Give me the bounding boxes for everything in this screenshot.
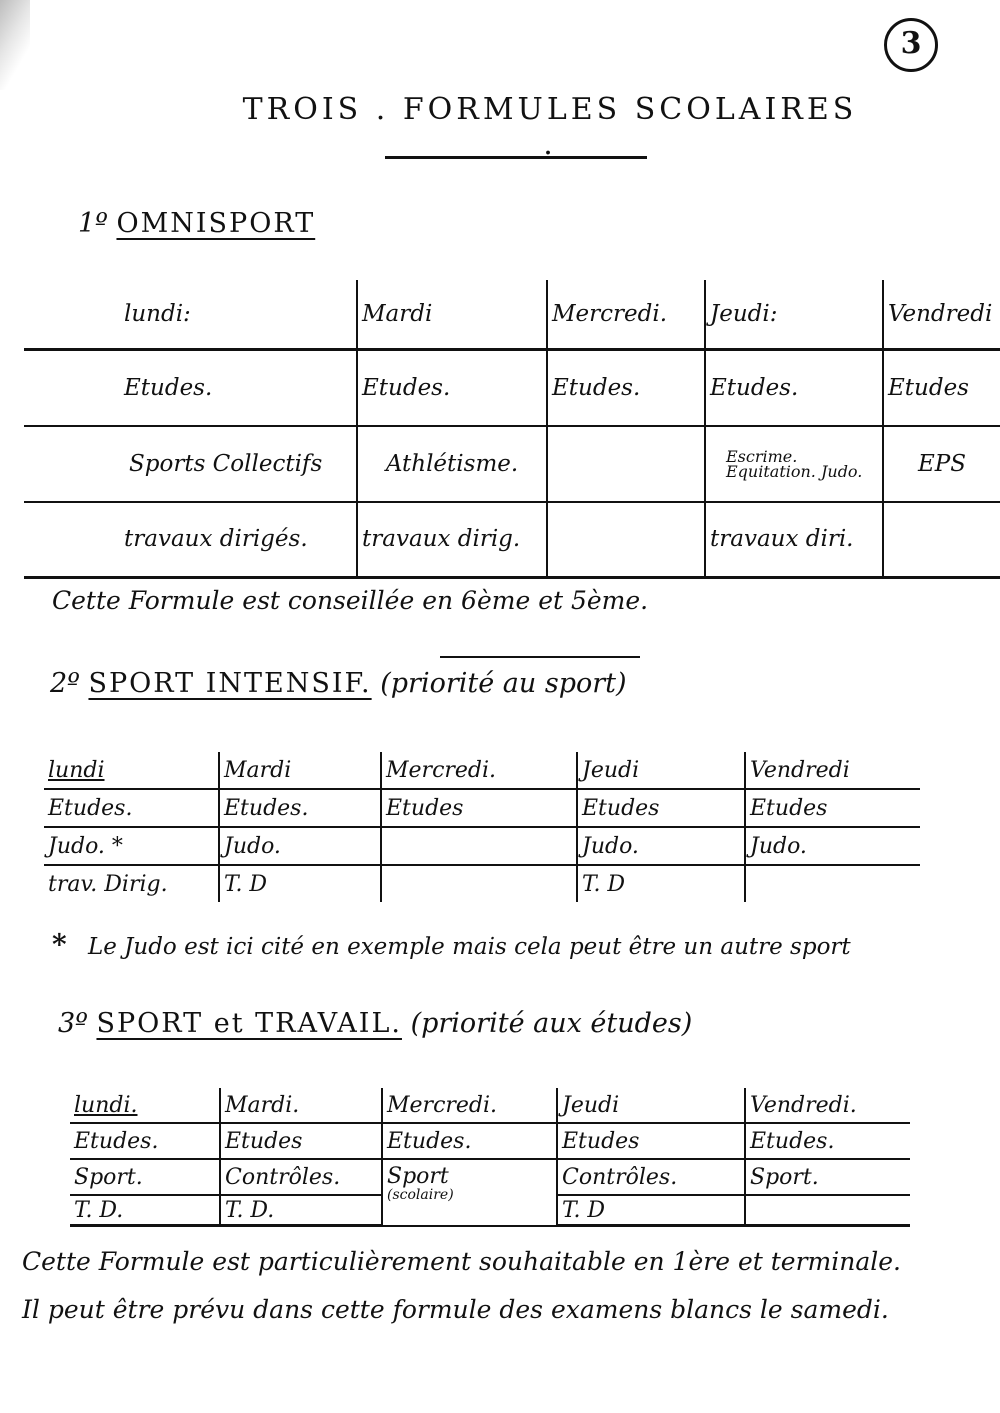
table-cell: T. D [219, 865, 381, 902]
header-cell: Vendredi. [745, 1088, 910, 1123]
page-number: 3 [884, 18, 938, 72]
section-divider [440, 656, 640, 658]
title-underline [385, 156, 647, 159]
table-row [70, 1159, 910, 1195]
table-cell: Etudes. [219, 789, 381, 827]
header-cell: Vendredi [745, 752, 920, 789]
table-cell: T. D [557, 1195, 745, 1226]
table-cell: Sport. [745, 1159, 910, 1195]
section-3-heading [58, 1008, 692, 1039]
table-row [44, 789, 920, 827]
table-cell: Sports Collectifs [24, 426, 357, 502]
header-cell: lundi: [24, 280, 357, 350]
table-cell: Judo. [577, 827, 745, 865]
schedule-table-sport-travail [70, 1088, 910, 1227]
table-cell: Judo. * [44, 827, 219, 865]
note-line: Cette Formule est particulièrement souhaitable en 1ère et terminale. [22, 1247, 901, 1276]
section-1-number: 1º [78, 208, 108, 239]
table-cell: Etudes. [24, 350, 357, 426]
table-cell: Etudes. [745, 1123, 910, 1159]
table-cell: Sport. [70, 1159, 220, 1195]
table-row [24, 426, 1000, 502]
table-header-row [24, 280, 1000, 350]
header-cell: Jeudi [577, 752, 745, 789]
table-cell: T. D. [220, 1195, 382, 1226]
table-cell [745, 1195, 910, 1226]
table-cell: Etudes [577, 789, 745, 827]
table-cell: T. D [577, 865, 745, 902]
table-cell: Etudes [381, 789, 577, 827]
header-cell: Mardi [219, 752, 381, 789]
table-cell [381, 827, 577, 865]
table-cell [381, 865, 577, 902]
header-cell: Mercredi. [547, 280, 705, 350]
table-header-row [44, 752, 920, 789]
table-cell: Etudes [745, 789, 920, 827]
table-cell: travaux dirig. [357, 502, 547, 578]
table-cell: trav. Dirig. [48, 871, 168, 897]
table-cell: Judo. [219, 827, 381, 865]
table-cell: Etudes. [705, 350, 883, 426]
table-cell [547, 502, 705, 578]
section-2-note [52, 928, 851, 961]
section-2-title: SPORT INTENSIF. [88, 668, 372, 699]
table-cell: Etudes. [547, 350, 705, 426]
section-2-heading [50, 668, 627, 699]
table-cell: Contrôles. [557, 1159, 745, 1195]
header-cell: Jeudi [557, 1088, 745, 1123]
header-cell: Mardi [357, 280, 547, 350]
table-row [24, 502, 1000, 578]
header-cell: Vendredi [883, 280, 1000, 350]
header-cell: Mardi. [220, 1088, 382, 1123]
table-cell [745, 865, 920, 902]
table-cell: T. D. [70, 1195, 220, 1226]
schedule-table-sport-intensif [44, 752, 920, 902]
table-row [24, 350, 1000, 426]
section-1-title: OMNISPORT [116, 208, 316, 239]
note-line: Il peut être prévu dans cette formule des examens blancs le samedi. [22, 1295, 889, 1324]
header-cell: Jeudi: [705, 280, 883, 350]
table-cell: travaux diri. [705, 502, 883, 578]
table-row [44, 865, 920, 902]
table-cell: Escrime. Equitation. Judo. [705, 426, 883, 502]
section-2-number: 2º [50, 668, 80, 699]
section-2-subtitle: (priorité au sport) [380, 668, 627, 699]
table-cell: Contrôles. [220, 1159, 382, 1195]
schedule-table-omnisport [24, 280, 1000, 579]
table-cell: Etudes. [357, 350, 547, 426]
footnote-text: Le Judo est ici cité en exemple mais cela peut être un autre sport [87, 934, 851, 960]
table-header-row [70, 1088, 910, 1123]
table-row [70, 1123, 910, 1159]
table-cell: EPS [883, 426, 1000, 502]
table-cell-merged [382, 1159, 557, 1226]
table-row [44, 827, 920, 865]
table-cell [547, 426, 705, 502]
table-cell: Etudes [883, 350, 1000, 426]
section-3-subtitle: (priorité aux études) [410, 1008, 693, 1039]
table-cell: Athlétisme. [357, 426, 547, 502]
section-3-title: SPORT et TRAVAIL. [96, 1008, 402, 1039]
paper-corner-fold [0, 0, 30, 90]
header-cell: lundi [44, 752, 219, 789]
header-cell: lundi. [70, 1088, 220, 1123]
section-1-heading [78, 208, 315, 239]
table-cell: Etudes. [70, 1123, 220, 1159]
page-title: TROIS . FORMULES SCOLAIRES . [242, 92, 858, 162]
section-3-number: 3º [58, 1008, 88, 1039]
header-cell: Mercredi. [382, 1088, 557, 1123]
header-cell: Mercredi. [381, 752, 577, 789]
table-cell-subnote: (scolaire) [387, 1187, 454, 1203]
footnote-marker: * [52, 928, 67, 961]
section-3-note [22, 1238, 997, 1334]
table-cell: travaux dirigés. [24, 502, 357, 578]
table-cell: Etudes [220, 1123, 382, 1159]
table-cell: Etudes. [44, 789, 219, 827]
table-cell-text: Sport [387, 1164, 449, 1189]
table-cell: Judo. [745, 827, 920, 865]
section-1-note: Cette Formule est conseillée en 6ème et 5ème. [52, 586, 649, 615]
table-cell: Etudes [557, 1123, 745, 1159]
table-cell: Etudes. [382, 1123, 557, 1159]
table-cell [883, 502, 1000, 578]
